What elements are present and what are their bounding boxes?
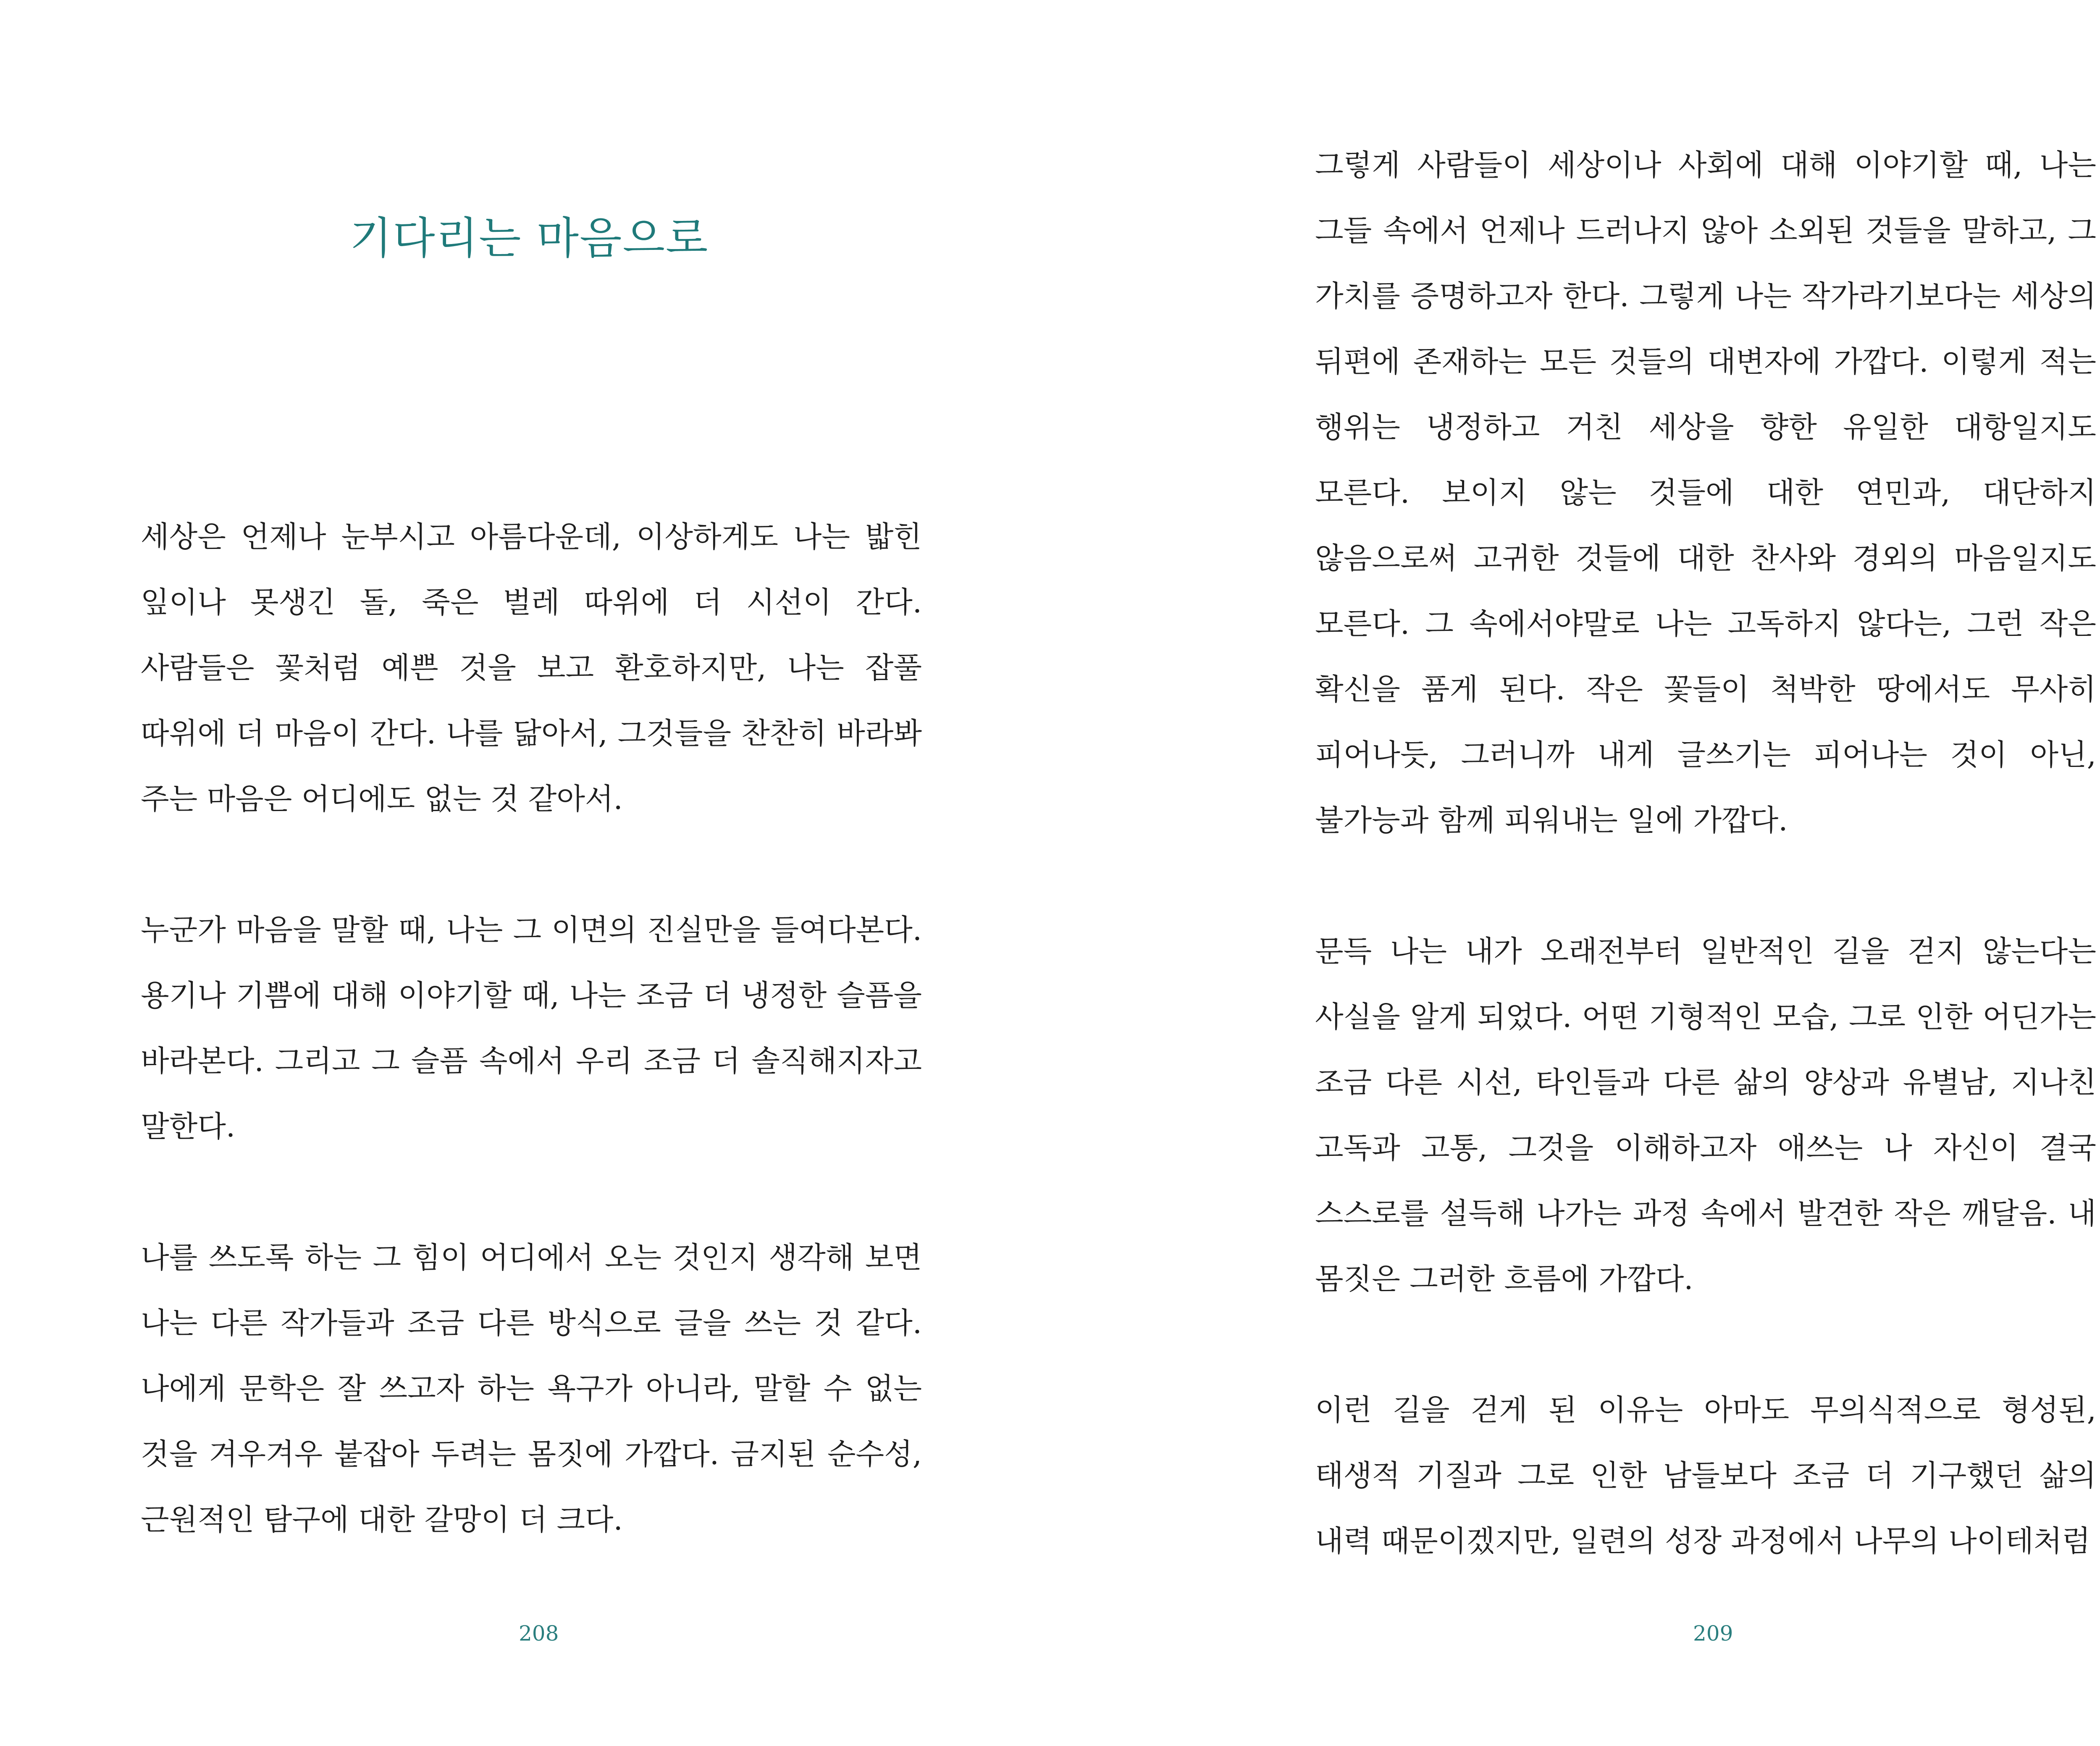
left-paragraph-1: 세상은 언제나 눈부시고 아름다운데, 이상하게도 나는 밟힌 잎이나 못생긴 돌, 죽은 벌레 따위에 더 시선이 간다. 사람들은 꽃처럼 예쁜 것을 보고 환호하지만, 나는 잡풀 따위에 더 마음이 간다. 나를 닮아서, 그것들을 찬찬히 바라봐 주는 마음은 어디에도 없는 것 같아서. xyxy=(141,520,922,816)
right-paragraph-2: 문득 나는 내가 오래전부터 일반적인 길을 걷지 않는다는 사실을 알게 되었다. 어떤 기형적인 모습, 그로 인한 어딘가는 조금 다른 시선, 타인들과 다른 삶의 양상과 유별남, 지나친 고독과 고통, 그것을 이해하고자 애쓰는 나 자신이 결국 스스로를 설득해 나가는 과정 속에서 발견한 작은 깨달음. 내 몸짓은 그러한 흐름에 가깝다. xyxy=(1315,934,2096,1296)
chapter-title: 기다리는 마음으로 xyxy=(349,213,709,264)
left-text-column xyxy=(141,504,922,1552)
left-paragraph-3: 나를 쓰도록 하는 그 힘이 어디에서 오는 것인지 생각해 보면 나는 다른 작가들과 조금 다른 방식으로 글을 쓰는 것 같다. 나에게 문학은 잘 쓰고자 하는 욕구가 아니라, 말할 수 없는 것을 겨우겨우 붙잡아 두려는 몸짓에 가깝다. 금지된 순수성, 근원적인 탐구에 대한 갈망이 더 크다. xyxy=(141,1240,922,1537)
right-text-column xyxy=(1315,132,2096,1574)
page-number-right: 209 xyxy=(1693,1621,1733,1646)
right-paragraph-3: 이런 길을 걷게 된 이유는 아마도 무의식적으로 형성된, 태생적 기질과 그로 인한 남들보다 조금 더 기구했던 삶의 내력 때문이겠지만, 일련의 성장 과정에서 나무의 나이테처럼 xyxy=(1315,1393,2096,1558)
page-number-left: 208 xyxy=(519,1621,559,1646)
left-paragraph-2: 누군가 마음을 말할 때, 나는 그 이면의 진실만을 들여다본다. 용기나 기쁨에 대해 이야기할 때, 나는 조금 더 냉정한 슬픔을 바라본다. 그리고 그 슬픔 속에서 우리 조금 더 솔직해지자고 말한다. xyxy=(141,913,922,1144)
right-page xyxy=(1111,0,2100,1746)
right-paragraph-1: 그렇게 사람들이 세상이나 사회에 대해 이야기할 때, 나는 그들 속에서 언제나 드러나지 않아 소외된 것들을 말하고, 그 가치를 증명하고자 한다. 그렇게 나는 작가라기보다는 세상의 뒤편에 존재하는 모든 것들의 대변자에 가깝다. 이렇게 적는 행위는 냉정하고 거친 세상을 향한 유일한 대항일지도 모른다. 보이지 않는 것들에 대한 연민과, 대단하지 않음으로써 고귀한 것들에 대한 찬사와 경외의 마음일지도 모른다. 그 속에서야말로 나는 고독하지 않다는, 그런 작은 확신을 품게 된다. 작은 꽃들이 척박한 땅에서도 무사히 피어나듯, 그러니까 내게 글쓰기는 피어나는 것이 아닌, 불가능과 함께 피워내는 일에 가깝다. xyxy=(1315,148,2096,838)
